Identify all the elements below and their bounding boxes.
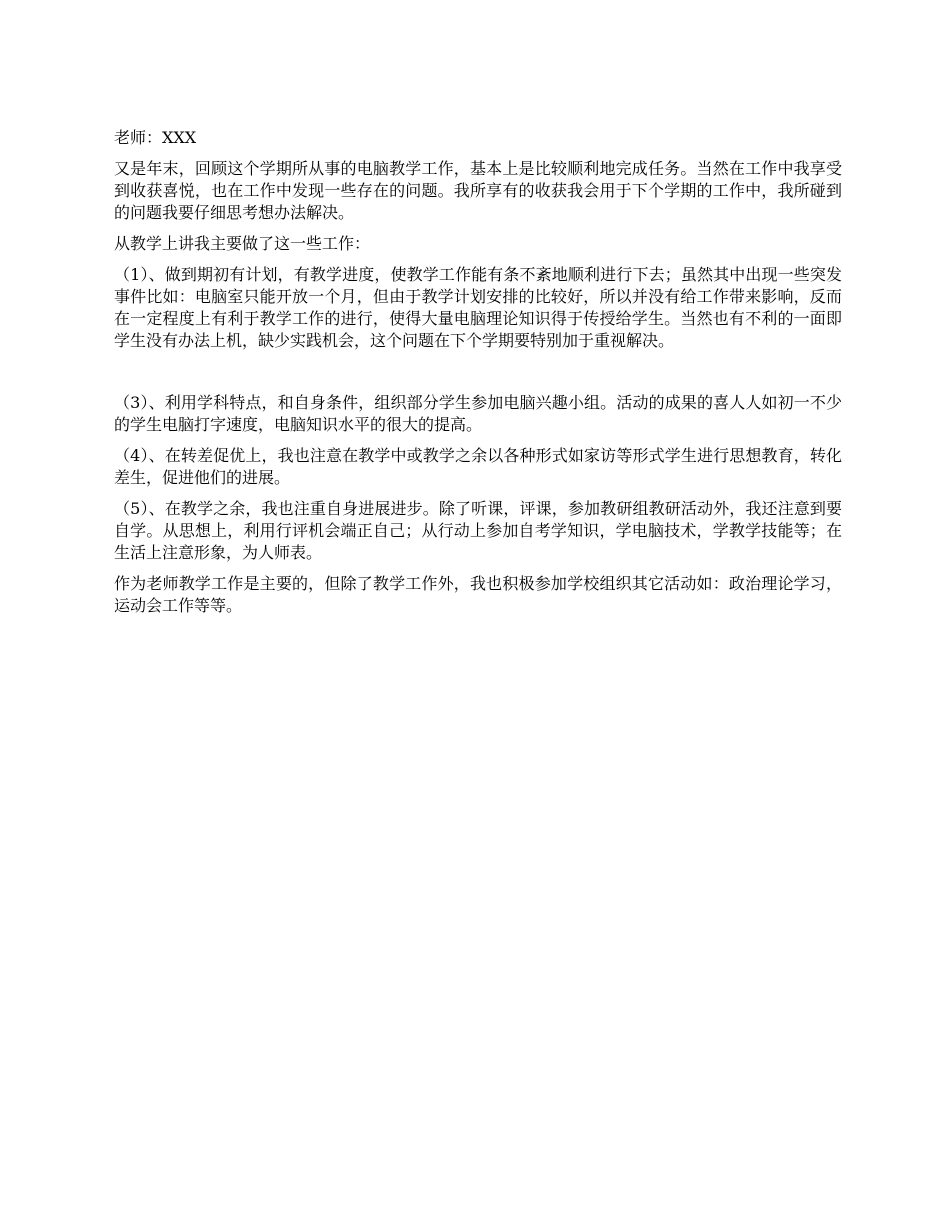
item-1-paragraph: （1）、做到期初有计划，有教学进度，使教学工作能有条不紊地顺利进行下去；虽然其中出现一些突发事件比如：电脑室只能开放一个月，但由于教学计划安排的比较好，所以并没有给工作带来影响，反而在一定程度上有利于教学工作的进行，使得大量电脑理论知识得于传授给学生。当然也有不利的一面即学生没有办法上机，缺少实践机会，这个问题在下个学期要特别加于重视解决。: [114, 265, 842, 350]
item-5-paragraph: （5）、在教学之余，我也注重自身进展进步。除了听课，评课，参加教研组教研活动外，我还注意到要自学。从思想上，利用行评机会端正自己；从行动上参加自考学知识，学电脑技术，学教学技能等；在生活上注意形象，为人师表。: [114, 499, 842, 562]
document-body: [114, 127, 842, 626]
closing-paragraph: 作为老师教学工作是主要的，但除了教学工作外，我也积极参加学校组织其它活动如：政治理论学习，运动会工作等等。: [114, 574, 842, 615]
item-3-paragraph: （3）、利用学科特点，和自身条件，组织部分学生参加电脑兴趣小组。活动的成果的喜人人如初一不少的学生电脑打字速度，电脑知识水平的很大的提高。: [114, 393, 842, 434]
intro-paragraph: 又是年末，回顾这个学期所从事的电脑教学工作，基本上是比较顺利地完成任务。当然在工作中我享受到收获喜悦，也在工作中发现一些存在的问题。我所享有的收获我会用于下个学期的工作中，我所碰到的问题我要仔细思考想办法解决。: [114, 159, 842, 222]
greeting-line: 老师：XXX: [114, 128, 197, 147]
blank-gap: [114, 361, 842, 392]
item-4-paragraph: （4）、在转差促优上，我也注意在教学中或教学之余以各种形式如家访等形式学生进行思想教育，转化差生，促进他们的进展。: [114, 446, 842, 487]
lead-paragraph: 从教学上讲我主要做了这一些工作：: [114, 234, 371, 253]
